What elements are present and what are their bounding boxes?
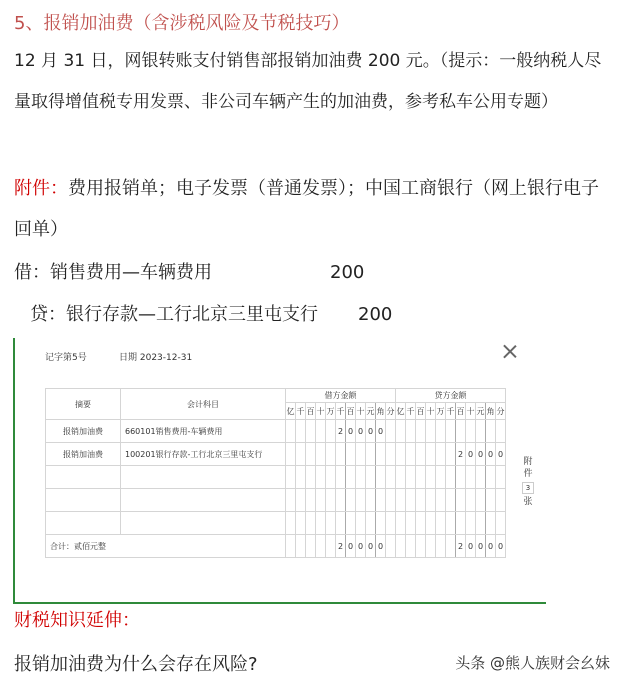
digit-cell [426,512,436,535]
digit-cell [406,489,416,512]
digit-cell [416,420,426,443]
digit-cell [366,443,376,466]
row-account: 660101销售费用-车辆费用 [121,420,286,443]
attachments-text: 费用报销单；电子发票（普通发票）；中国工商银行（网上银行电子回单） [14,178,599,240]
digit-cell [356,512,366,535]
digit-cell [326,420,336,443]
digit-unit-header: 万 [326,403,336,420]
digit-unit-header: 百 [416,403,426,420]
digit-cell [346,489,356,512]
digit-cell: 0 [486,535,496,558]
digit-cell [376,466,386,489]
digit-cell [356,443,366,466]
digit-cell [496,420,506,443]
digit-unit-header: 十 [466,403,476,420]
section-heading: 5、报销加油费（含涉税风险及节税技巧） [14,13,350,34]
digit-unit-header: 亿 [396,403,406,420]
digit-cell [406,535,416,558]
digit-cell [386,535,396,558]
digit-unit-header: 亿 [286,403,296,420]
table-row[interactable] [46,420,506,443]
digit-cell [326,466,336,489]
digit-cell [336,466,346,489]
digit-cell [456,512,466,535]
digit-unit-header: 千 [406,403,416,420]
digit-cell [436,512,446,535]
digit-cell [456,420,466,443]
digit-cell [446,443,456,466]
attach-label: 附 [523,457,533,467]
digit-cell [346,443,356,466]
digit-cell [416,443,426,466]
digit-cell: 2 [336,420,346,443]
digit-cell [336,443,346,466]
digit-cell [306,535,316,558]
digit-cell [356,489,366,512]
digit-cell [306,489,316,512]
credit-amount: 200 [358,304,393,325]
digit-cell [436,466,446,489]
digit-cell [286,466,296,489]
digit-cell [496,512,506,535]
digit-cell [466,512,476,535]
digit-cell [326,489,336,512]
digit-cell [426,489,436,512]
digit-cell [426,466,436,489]
digit-cell [396,420,406,443]
col-credit: 贷方金额 [396,389,506,403]
digit-unit-header: 千 [446,403,456,420]
digit-cell: 0 [466,443,476,466]
digit-unit-header: 百 [456,403,466,420]
digit-cell: 0 [476,535,486,558]
digit-cell [446,535,456,558]
digit-cell [326,512,336,535]
digit-cell [296,489,306,512]
digit-cell: 0 [466,535,476,558]
col-summary: 摘要 [46,389,121,420]
voucher-screenshot [13,338,546,604]
attachment-count [521,456,535,508]
digit-cell [366,489,376,512]
digit-cell [446,512,456,535]
digit-cell: 0 [366,420,376,443]
digit-cell [376,489,386,512]
digit-cell [396,466,406,489]
table-row[interactable] [46,466,506,489]
digit-cell [486,420,496,443]
digit-cell [366,466,376,489]
digit-cell [316,443,326,466]
digit-cell [416,489,426,512]
extension-title: 财税知识延伸： [14,610,140,631]
digit-cell [386,443,396,466]
digit-cell: 0 [376,535,386,558]
digit-cell [386,420,396,443]
debit-text: 借：销售费用—车辆费用 [14,262,212,283]
attachments-label: 附件： [14,178,68,199]
digit-cell [466,466,476,489]
digit-cell [496,489,506,512]
row-summary [46,489,121,512]
attach-label: 张 [523,497,533,507]
digit-cell [486,466,496,489]
digit-cell [436,443,446,466]
digit-cell [396,489,406,512]
digit-cell [346,466,356,489]
digit-cell [436,535,446,558]
digit-cell [436,489,446,512]
digit-cell [476,466,486,489]
digit-cell [396,443,406,466]
close-icon[interactable] [503,344,517,358]
digit-cell [406,466,416,489]
col-account: 会计科目 [121,389,286,420]
table-row[interactable] [46,443,506,466]
digit-cell [346,512,356,535]
digit-unit-header: 元 [476,403,486,420]
digit-cell [296,466,306,489]
digit-cell [306,443,316,466]
attach-label: 件 [523,469,533,479]
digit-cell [306,466,316,489]
digit-cell [486,489,496,512]
digit-cell [306,420,316,443]
digit-unit-header: 分 [386,403,396,420]
col-debit: 借方金额 [286,389,396,403]
digit-cell [316,420,326,443]
digit-cell: 2 [456,535,466,558]
digit-cell [416,466,426,489]
row-account [121,489,286,512]
voucher-table [45,388,506,558]
digit-cell [336,512,346,535]
digit-cell: 0 [346,420,356,443]
digit-cell: 2 [336,535,346,558]
row-account [121,466,286,489]
digit-cell [366,512,376,535]
digit-cell [476,420,486,443]
digit-unit-header: 千 [296,403,306,420]
digit-cell [286,420,296,443]
attachments-line [14,168,614,250]
digit-cell: 0 [496,443,506,466]
digit-cell: 0 [496,535,506,558]
digit-cell [406,420,416,443]
digit-cell [416,512,426,535]
digit-cell [386,489,396,512]
digit-cell: 2 [456,443,466,466]
digit-cell [426,535,436,558]
row-summary [46,466,121,489]
digit-cell [496,466,506,489]
row-summary [46,512,121,535]
row-summary: 报销加油费 [46,443,121,466]
digit-cell [446,420,456,443]
row-summary: 报销加油费 [46,420,121,443]
digit-cell: 0 [486,443,496,466]
digit-unit-header: 角 [376,403,386,420]
digit-cell [316,512,326,535]
digit-cell [376,443,386,466]
table-row[interactable] [46,512,506,535]
digit-cell [396,512,406,535]
digit-cell [286,443,296,466]
digit-cell [436,420,446,443]
digit-cell [456,489,466,512]
digit-cell [296,512,306,535]
digit-cell [296,535,306,558]
digit-unit-header: 十 [426,403,436,420]
watermark: 头条 @熊人族财会幺妹 [455,654,610,672]
digit-cell [316,489,326,512]
question-text: 报销加油费为什么会存在风险? [14,654,258,675]
digit-cell [396,535,406,558]
intro-paragraph: 12 月 31 日，网银转账支付销售部报销加油费 200 元。（提示：一般纳税人尽量取得增值税专用发票、非公司车辆产生的加油费，参考私车公用专题） [14,51,602,112]
voucher-number: 记字第5号 [45,353,87,363]
attach-count-box[interactable]: 3 [522,482,534,494]
digit-unit-header: 万 [436,403,446,420]
digit-cell [296,420,306,443]
digit-cell [486,512,496,535]
row-account [121,512,286,535]
debit-amount: 200 [330,262,365,283]
digit-cell [446,466,456,489]
digit-cell [316,535,326,558]
digit-unit-header: 十 [316,403,326,420]
digit-cell [426,420,436,443]
total-row [46,535,506,558]
digit-cell [386,512,396,535]
digit-cell [286,489,296,512]
credit-text: 贷：银行存款—工行北京三里屯支行 [30,304,318,325]
digit-cell [456,466,466,489]
digit-cell [466,420,476,443]
digit-cell [416,535,426,558]
digit-cell [306,512,316,535]
digit-cell [406,443,416,466]
digit-cell [406,512,416,535]
digit-cell: 0 [376,420,386,443]
digit-cell: 0 [366,535,376,558]
digit-cell [426,443,436,466]
digit-cell [326,535,336,558]
digit-unit-header: 百 [346,403,356,420]
digit-unit-header: 十 [356,403,366,420]
digit-cell: 0 [346,535,356,558]
digit-unit-header: 角 [486,403,496,420]
total-label: 合计：贰佰元整 [46,535,286,558]
digit-cell [446,489,456,512]
digit-cell: 0 [356,535,366,558]
digit-cell [466,489,476,512]
digit-cell [476,512,486,535]
table-row[interactable] [46,489,506,512]
digit-cell [316,466,326,489]
digit-cell: 0 [476,443,486,466]
digit-cell [286,512,296,535]
digit-cell [326,443,336,466]
digit-cell [476,489,486,512]
digit-unit-header: 千 [336,403,346,420]
digit-unit-header: 分 [496,403,506,420]
digit-cell: 0 [356,420,366,443]
digit-cell [356,466,366,489]
debit-line [14,252,614,293]
digit-cell [376,512,386,535]
voucher-date: 日期 2023-12-31 [119,353,193,363]
digit-unit-header: 百 [306,403,316,420]
digit-unit-header: 元 [366,403,376,420]
digit-cell [336,489,346,512]
digit-cell [286,535,296,558]
credit-line [30,294,624,335]
digit-cell [386,466,396,489]
digit-cell [296,443,306,466]
row-account: 100201银行存款-工行北京三里屯支行 [121,443,286,466]
